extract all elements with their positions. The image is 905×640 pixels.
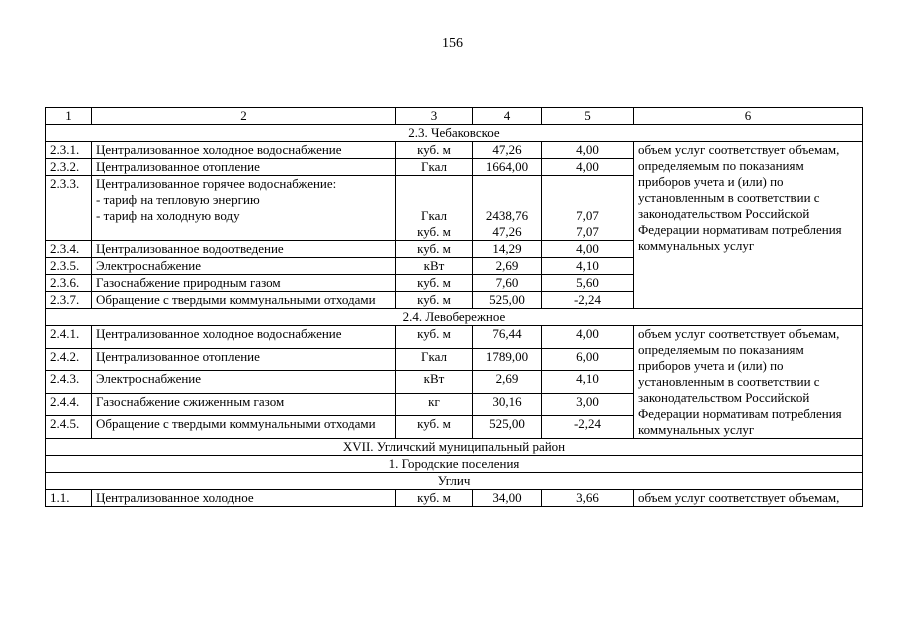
section-row: [46, 456, 863, 473]
section-row: [46, 439, 863, 456]
row-number: 2.4.5.: [46, 416, 92, 439]
value-col4: 34,00: [473, 490, 542, 507]
value-col4: 7,60: [473, 275, 542, 292]
value-col5: 6,00: [542, 348, 634, 371]
row-number: 2.3.4.: [46, 241, 92, 258]
service-name: Электроснабжение: [92, 258, 396, 275]
row-number: 2.3.2.: [46, 159, 92, 176]
col-header: 1: [46, 108, 92, 125]
service-name: Централизованное холодное водоснабжение: [92, 326, 396, 349]
section-title: 1. Городские поселения: [46, 456, 863, 473]
sub-item: - тариф на холодную воду: [96, 208, 240, 223]
note-cell: объем услуг соответствует объемам,: [634, 490, 863, 507]
value-col5: -2,24: [542, 292, 634, 309]
value-col5: 4,10: [542, 371, 634, 394]
service-name: Централизованное отопление: [92, 159, 396, 176]
value-col5: 4,00: [542, 326, 634, 349]
unit: куб. м: [396, 275, 473, 292]
row-number: 2.4.1.: [46, 326, 92, 349]
service-name: Электроснабжение: [92, 371, 396, 394]
unit: куб. м: [396, 416, 473, 439]
value-col4: 14,29: [473, 241, 542, 258]
value-col5: 4,00: [542, 142, 634, 159]
row-number: 2.4.3.: [46, 371, 92, 394]
service-name: Централизованное холодное: [92, 490, 396, 507]
service-name: Централизованное холодное водоснабжение: [92, 142, 396, 159]
value-col4: 2,69: [473, 258, 542, 275]
value-col5: 4,10: [542, 258, 634, 275]
value-col5: 4,00: [542, 159, 634, 176]
value-sub: 7,07: [576, 208, 599, 223]
section-title: XVII. Угличский муниципальный район: [46, 439, 863, 456]
row-number: 2.3.3.: [46, 176, 92, 241]
value-col4: 1664,00: [473, 159, 542, 176]
value-col4: 1789,00: [473, 348, 542, 371]
table-row: [46, 490, 863, 507]
unit-sub: Гкал: [420, 208, 447, 223]
col-header: 4: [473, 108, 542, 125]
unit: куб. м: [396, 292, 473, 309]
unit: кВт: [396, 258, 473, 275]
section-row: [46, 473, 863, 490]
row-number: 2.3.5.: [46, 258, 92, 275]
section-title: 2.3. Чебаковское: [46, 125, 863, 142]
section-title: 2.4. Левобережное: [46, 309, 863, 326]
unit: куб. м: [396, 241, 473, 258]
service-name: Обращение с твердыми коммунальными отходами: [92, 292, 396, 309]
value-sub: 2438,76: [485, 208, 529, 223]
unit: кг: [396, 393, 473, 416]
value-col4: 525,00: [473, 416, 542, 439]
value-col4: 2,69: [473, 371, 542, 394]
section-title: Углич: [46, 473, 863, 490]
row-number: 2.3.1.: [46, 142, 92, 159]
service-name: Газоснабжение природным газом: [92, 275, 396, 292]
row-number: 2.3.6.: [46, 275, 92, 292]
unit: куб. м: [396, 326, 473, 349]
value-col4: [473, 176, 542, 241]
value-col4: 76,44: [473, 326, 542, 349]
row-number: 2.3.7.: [46, 292, 92, 309]
value-col5: 4,00: [542, 241, 634, 258]
section-row: [46, 309, 863, 326]
service-name: Обращение с твердыми коммунальными отходами: [92, 416, 396, 439]
value-sub: 7,07: [576, 224, 599, 239]
value-sub: 47,26: [492, 224, 522, 239]
page-number: 156: [442, 36, 463, 51]
value-col5: -2,24: [542, 416, 634, 439]
value-col5: 3,66: [542, 490, 634, 507]
value-col5: [542, 176, 634, 241]
value-col4: 30,16: [473, 393, 542, 416]
note-cell: объем услуг соответствует объемам, определяемым по показаниям приборов учета и (или) по установленным в соответствии с законодательством Российской Федерации нормативам потребления коммунальных услуг: [634, 142, 863, 309]
unit: куб. м: [396, 142, 473, 159]
table-row: [46, 142, 863, 159]
value-col5: 3,00: [542, 393, 634, 416]
value-col4: 525,00: [473, 292, 542, 309]
value-col5: 5,60: [542, 275, 634, 292]
row-number: 2.4.4.: [46, 393, 92, 416]
col-header: 6: [634, 108, 863, 125]
table-row: [46, 326, 863, 349]
unit-sub: куб. м: [417, 224, 451, 239]
service-name: [92, 176, 396, 241]
tariff-table: [45, 107, 863, 507]
section-row: [46, 125, 863, 142]
service-name: Централизованное отопление: [92, 348, 396, 371]
row-number: 2.4.2.: [46, 348, 92, 371]
note-cell: объем услуг соответствует объемам, определяемым по показаниям приборов учета и (или) по установленным в соответствии с законодательством Российской Федерации нормативам потребления коммунальных услуг: [634, 326, 863, 439]
col-header: 5: [542, 108, 634, 125]
unit: куб. м: [396, 490, 473, 507]
unit: Гкал: [396, 348, 473, 371]
service-name-main: Централизованное горячее водоснабжение:: [96, 176, 337, 191]
unit: Гкал: [396, 159, 473, 176]
col-header: 2: [92, 108, 396, 125]
value-col4: 47,26: [473, 142, 542, 159]
sub-item: - тариф на тепловую энергию: [96, 192, 260, 207]
unit: кВт: [396, 371, 473, 394]
service-name: Газоснабжение сжиженным газом: [92, 393, 396, 416]
header-row: [46, 108, 863, 125]
col-header: 3: [396, 108, 473, 125]
row-number: 1.1.: [46, 490, 92, 507]
service-name: Централизованное водоотведение: [92, 241, 396, 258]
unit: [396, 176, 473, 241]
